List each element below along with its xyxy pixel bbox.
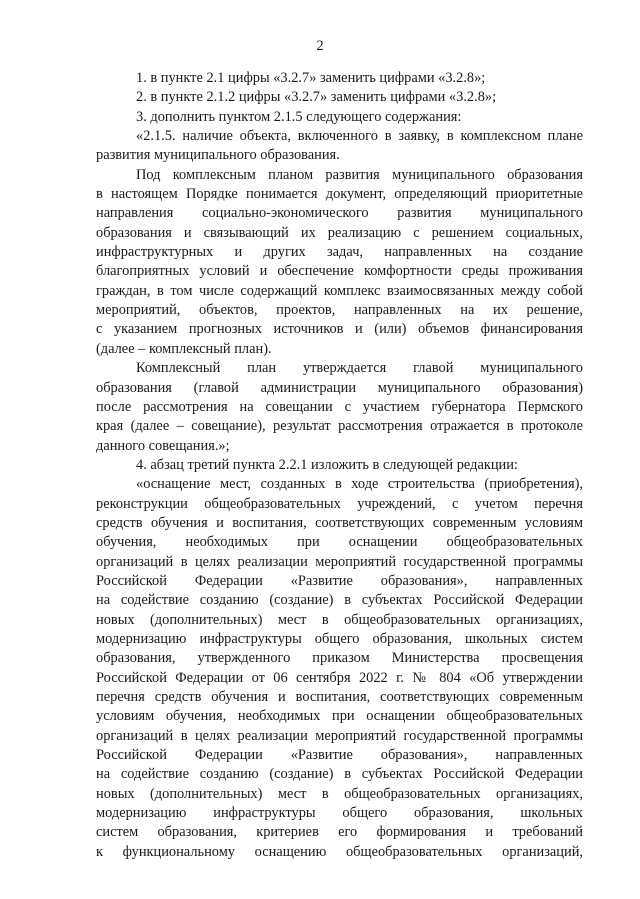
text-line: инфраструктурных и других задач, направленных на создание	[96, 244, 583, 261]
text-line: Под комплексным планом развития муниципального образования	[136, 166, 583, 183]
text-line: Российской Федерации «Развитие образования», направленных	[96, 747, 583, 764]
text-line: «2.1.5. наличие объекта, включенного в заявку, в комплексном плане	[136, 128, 583, 145]
text-line: в настоящем Порядке понимается документ, определяющий приоритетные	[96, 186, 583, 203]
text-line: обучения, необходимых при оснащении общеобразовательных	[96, 534, 583, 551]
text-line: новых (дополнительных) мест в общеобразовательных организациях,	[96, 611, 583, 628]
page-number: 2	[316, 38, 324, 54]
text-line: средств обучения и воспитания, соответствующих современным условиям	[96, 514, 583, 531]
text-line: перечня средств обучения и воспитания, соответствующих современным	[96, 689, 583, 705]
text-line: «оснащение мест, созданных в ходе строительства (приобретения),	[136, 476, 583, 493]
text-line: Российской Федерации от 06 сентября 2022 г. № 804 «Об утверждении	[96, 669, 583, 686]
text-line: мероприятий, объектов, проектов, направленных на их решение,	[96, 302, 583, 319]
text-line: организаций в целях реализации мероприятий государственной программы	[96, 727, 583, 744]
text-line: организаций в целях реализации мероприятий государственной программы	[96, 553, 583, 570]
text-line: данного совещания.»;	[96, 437, 230, 454]
text-line: модернизацию инфраструктуры общего образования, школьных	[96, 805, 583, 822]
text-line: условиям обучения, необходимых при оснащении общеобразовательных	[96, 708, 583, 725]
text-line: образования (главой администрации муниципального образования)	[96, 379, 583, 396]
text-line: к функциональному оснащению общеобразовательных организаций,	[96, 843, 583, 860]
text-line: модернизацию инфраструктуры общего образования, школьных систем	[96, 630, 583, 647]
text-line: образования и связывающий их реализацию с решением социальных,	[96, 224, 583, 241]
text-line: Комплексный план утверждается главой муниципального	[136, 360, 583, 377]
text-line: систем образования, критериев его формирования и требований	[96, 824, 583, 841]
text-line: образования, утвержденного приказом Министерства просвещения	[96, 650, 583, 667]
text-line: развития муниципального образования.	[96, 147, 340, 164]
text-line: благоприятных условий и обеспечение комфортности среды проживания	[96, 263, 583, 280]
text-line: реконструкции общеобразовательных учреждений, с учетом перечня	[96, 495, 583, 512]
text-line: новых (дополнительных) мест в общеобразовательных организациях,	[96, 785, 583, 802]
text-line: (далее – комплексный план).	[96, 340, 272, 357]
text-line: края (далее – совещание), результат рассмотрения отражается в протоколе	[96, 418, 583, 435]
text-line: 3. дополнить пунктом 2.1.5 следующего содержания:	[136, 108, 462, 125]
document-body	[96, 69, 583, 862]
text-line: направления социально-экономического развития муниципального	[96, 205, 583, 222]
text-line: на содействие созданию (создание) в субъектах Российской Федерации	[96, 592, 583, 609]
text-line: после рассмотрения на совещании с участием губернатора Пермского	[96, 398, 583, 415]
text-line: с указанием прогнозных источников и (или) объемов финансирования	[96, 321, 583, 338]
text-line: Российской Федерации «Развитие образования», направленных	[96, 572, 583, 589]
text-line: граждан, в том числе содержащий комплекс взаимосвязанных между собой	[96, 282, 583, 299]
text-line: 2. в пункте 2.1.2 цифры «3.2.7» заменить цифрами «3.2.8»;	[136, 89, 497, 106]
text-line: на содействие созданию (создание) в субъектах Российской Федерации	[96, 766, 583, 783]
text-line: 4. абзац третий пункта 2.2.1 изложить в следующей редакции:	[136, 456, 518, 473]
text-line: 1. в пункте 2.1 цифры «3.2.7» заменить цифрами «3.2.8»;	[136, 70, 486, 86]
